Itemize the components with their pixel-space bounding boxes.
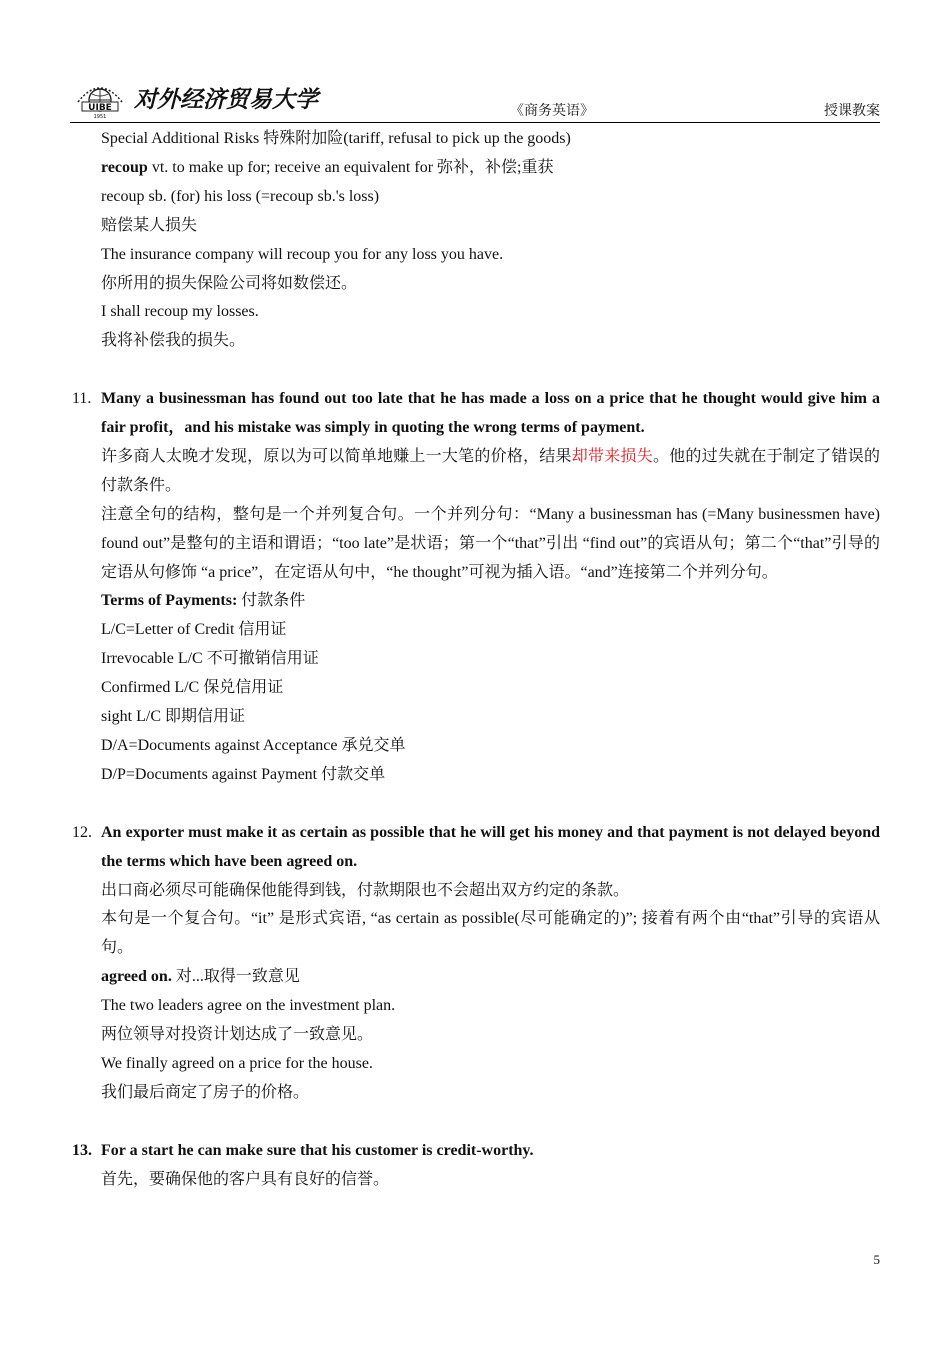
document-type: 授课教案 [824, 104, 880, 119]
page-header [70, 70, 880, 122]
item-sentence: For a start he can make sure that his customer is credit-worthy. [101, 1141, 534, 1159]
item-analysis: 本句是一个复合句。“it” 是形式宾语, “as certain as possible(尽可能确定的)”; 接着有两个由“that”引导的宾语从句。 [101, 910, 880, 957]
term-line: sight L/C 即期信用证 [101, 708, 246, 726]
terms-heading: Terms of Payments: 付款条件 [101, 592, 306, 610]
svg-text:UIBE: UIBE [88, 103, 112, 113]
recoup-definition [70, 154, 880, 183]
item-13 [70, 1137, 880, 1195]
term-def: vt. to make up for; receive an equivalent for 弥补，补偿;重获 [147, 158, 554, 176]
term: recoup [101, 158, 148, 176]
text-line: 赔偿某人损失 [101, 216, 198, 234]
header-rule [70, 122, 880, 123]
text-line: The insurance company will recoup you for any loss you have. [101, 245, 504, 263]
example-line: 两位领导对投资计划达成了一致意见。 [101, 1026, 374, 1044]
term-line: D/P=Documents against Payment 付款交单 [101, 765, 386, 783]
term-line: L/C=Letter of Credit 信用证 [101, 621, 287, 639]
item-translation: 许多商人太晚才发现，原以为可以简单地赚上一大笔的价格，结果却带来损失。他的过失就在于制定了错误的付款条件。 [101, 447, 880, 494]
page-content [70, 125, 880, 1194]
item-number: 11. [72, 390, 92, 408]
term-line: D/A=Documents against Acceptance 承兑交单 [101, 737, 406, 755]
page-number: 5 [873, 1252, 880, 1267]
highlighted-text: 却带来损失 [571, 447, 653, 465]
term-line: Irrevocable L/C 不可撤销信用证 [101, 650, 319, 668]
course-title: 《商务英语》 [510, 104, 594, 119]
item-11 [70, 385, 880, 790]
item-sentence: An exporter must make it as certain as possible that he will get his money and that payment is not delayed beyond the terms which have been agreed on. [101, 823, 880, 870]
svg-text:对外经济贸易大学: 对外经济贸易大学 [134, 86, 318, 113]
svg-text:1951: 1951 [93, 114, 107, 120]
text-line: Special Additional Risks 特殊附加险(tariff, refusal to pick up the goods) [101, 130, 571, 147]
example-line: 我们最后商定了房子的价格。 [101, 1083, 310, 1101]
text-line: recoup sb. (for) his loss (=recoup sb.'s loss) [101, 187, 380, 205]
example-line: The two leaders agree on the investment plan. [101, 997, 396, 1015]
item-analysis: 注意全句的结构，整句是一个并列复合句。一个并列分句：“Many a businessman has (=Many businessmen have) found out”是整句的主语和谓语；“too late”是状语；第一个“that”引出 “find out”的宾语从句；第二个“that”引导的定语从句修饰 “a price”，在定语从句中，“he thought”可视为插入语。“and”连接第二个并列分句。 [101, 505, 880, 581]
text-line: 我将补偿我的损失。 [101, 332, 246, 350]
item-sentence: Many a businessman has found out too late that he has made a loss on a price that he thought would give him a fair profit，and his mistake was simply in quoting the wrong terms of payment. [101, 390, 880, 437]
item-12 [70, 819, 880, 1108]
item-translation: 出口商必须尽可能确保他能得到钱，付款期限也不会超出双方约定的条款。 [101, 881, 630, 899]
item-translation: 首先，要确保他的客户具有良好的信誉。 [101, 1170, 390, 1188]
term-line: Confirmed L/C 保兑信用证 [101, 679, 284, 697]
example-line: We finally agreed on a price for the house. [101, 1054, 373, 1072]
text-line: 你所用的损失保险公司将如数偿还。 [101, 274, 358, 292]
item-number: 13. [72, 1141, 92, 1159]
item-number: 12. [72, 823, 92, 841]
university-logo [74, 76, 318, 120]
text-line: I shall recoup my losses. [101, 303, 259, 321]
agreed-heading: agreed on. 对...取得一致意见 [101, 968, 300, 986]
emblem-icon [78, 88, 122, 120]
